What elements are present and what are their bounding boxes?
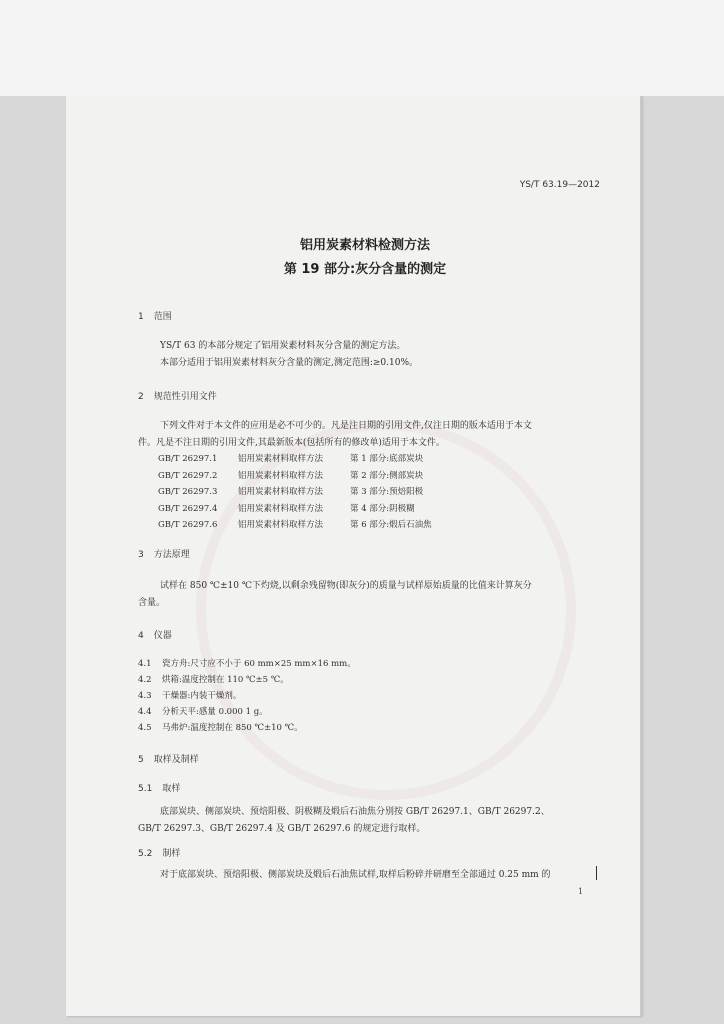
- reference-item: [158, 518, 432, 530]
- reference-item: [158, 469, 423, 481]
- margin-mark: [596, 866, 597, 880]
- reference-name: 铝用炭素材料取样方法: [238, 471, 324, 481]
- section-number: 3: [138, 550, 144, 560]
- section-title: 范围: [153, 312, 172, 322]
- reference-part: 第 4 部分:阴极糊: [350, 504, 415, 514]
- standard-code: YS/T 63.19—2012: [519, 180, 600, 190]
- scan-top-band: [0, 0, 724, 96]
- item-text: 烘箱:温度控制在 110 ℃±5 ℃。: [162, 675, 289, 685]
- subsection-title: 制样: [162, 849, 181, 859]
- section-title: 仪器: [153, 631, 172, 641]
- page-edge: [640, 96, 642, 1016]
- document-title: 铝用炭素材料检测方法: [299, 238, 430, 253]
- item-number: 4.3: [138, 691, 152, 701]
- section-heading-5: [138, 752, 199, 765]
- section-title: 方法原理: [153, 550, 190, 560]
- reference-name: 铝用炭素材料取样方法: [238, 487, 324, 497]
- item-number: 4.1: [138, 659, 152, 669]
- paragraph: 下列文件对于本文件的应用是必不可少的。凡是注日期的引用文件,仅注日期的版本适用于本文: [160, 421, 532, 431]
- reference-code: GB/T 26297.6: [158, 520, 218, 530]
- instrument-item: [138, 657, 356, 669]
- item-number: 4.4: [138, 707, 152, 717]
- instrument-item: [138, 673, 289, 685]
- subsection-title: 取样: [162, 784, 181, 794]
- paragraph: YS/T 63 的本部分规定了铝用炭素材料灰分含量的测定方法。: [160, 341, 406, 351]
- subsection-heading-5-2: [138, 846, 180, 859]
- item-text: 瓷方舟:尺寸应不小于 60 mm×25 mm×16 mm。: [162, 659, 356, 669]
- reference-part: 第 6 部分:煅后石油焦: [350, 520, 432, 530]
- paragraph: GB/T 26297.3、GB/T 26297.4 及 GB/T 26297.6 的规定进行取样。: [138, 824, 426, 834]
- section-number: 1: [138, 312, 144, 322]
- subsection-heading-5-1: [138, 781, 180, 794]
- page-number: 1: [578, 887, 584, 896]
- reference-item: [158, 452, 423, 464]
- reference-name: 铝用炭素材料取样方法: [238, 454, 324, 464]
- paragraph: 试样在 850 ℃±10 ℃下灼烧,以剩余残留物(即灰分)的质量与试样原始质量的比值来计算灰分: [160, 581, 532, 591]
- document-subtitle: 第 19 部分:灰分含量的测定: [283, 262, 447, 277]
- section-title: 取样及制样: [153, 755, 199, 765]
- reference-code: GB/T 26297.1: [158, 454, 218, 464]
- paragraph: 底部炭块、侧部炭块、预焙阳极、阴极糊及煅后石油焦分别按 GB/T 26297.1、GB/T 26297.2、: [160, 807, 550, 817]
- section-number: 4: [138, 631, 144, 641]
- item-text: 干燥器:内装干燥剂。: [162, 691, 242, 701]
- subsection-number: 5.2: [138, 849, 153, 859]
- reference-item: [158, 502, 415, 514]
- item-text: 分析天平:感量 0.000 1 g。: [162, 707, 268, 717]
- item-number: 4.5: [138, 723, 152, 733]
- subsection-number: 5.1: [138, 784, 153, 794]
- reference-code: GB/T 26297.2: [158, 471, 218, 481]
- reference-part: 第 3 部分:预焙阳极: [350, 487, 424, 497]
- instrument-item: [138, 689, 241, 701]
- section-heading-4: [138, 628, 172, 641]
- reference-code: GB/T 26297.3: [158, 487, 218, 497]
- section-number: 5: [138, 755, 144, 765]
- section-number: 2: [138, 392, 144, 402]
- item-text: 马弗炉:温度控制在 850 ℃±10 ℃。: [162, 723, 303, 733]
- reference-name: 铝用炭素材料取样方法: [238, 520, 324, 530]
- paragraph: 件。凡是不注日期的引用文件,其最新版本(包括所有的修改单)适用于本文件。: [138, 438, 445, 448]
- instrument-item: [138, 721, 303, 733]
- section-heading-2: [138, 389, 217, 402]
- paragraph: 本部分适用于铝用炭素材料灰分含量的测定,测定范围:≥0.10%。: [160, 358, 419, 368]
- reference-part: 第 2 部分:侧部炭块: [350, 471, 424, 481]
- reference-name: 铝用炭素材料取样方法: [238, 504, 324, 514]
- instrument-item: [138, 705, 268, 717]
- item-number: 4.2: [138, 675, 152, 685]
- reference-code: GB/T 26297.4: [158, 504, 218, 514]
- section-heading-3: [138, 547, 190, 560]
- reference-item: [158, 485, 423, 497]
- reference-part: 第 1 部分:底部炭块: [350, 454, 424, 464]
- paragraph: 含量。: [138, 598, 166, 608]
- paragraph: 对于底部炭块、预焙阳极、侧部炭块及煅后石油焦试样,取样后粉碎并研磨至全部通过 0.25 mm 的: [160, 870, 551, 880]
- section-title: 规范性引用文件: [153, 392, 217, 402]
- section-heading-1: [138, 309, 172, 322]
